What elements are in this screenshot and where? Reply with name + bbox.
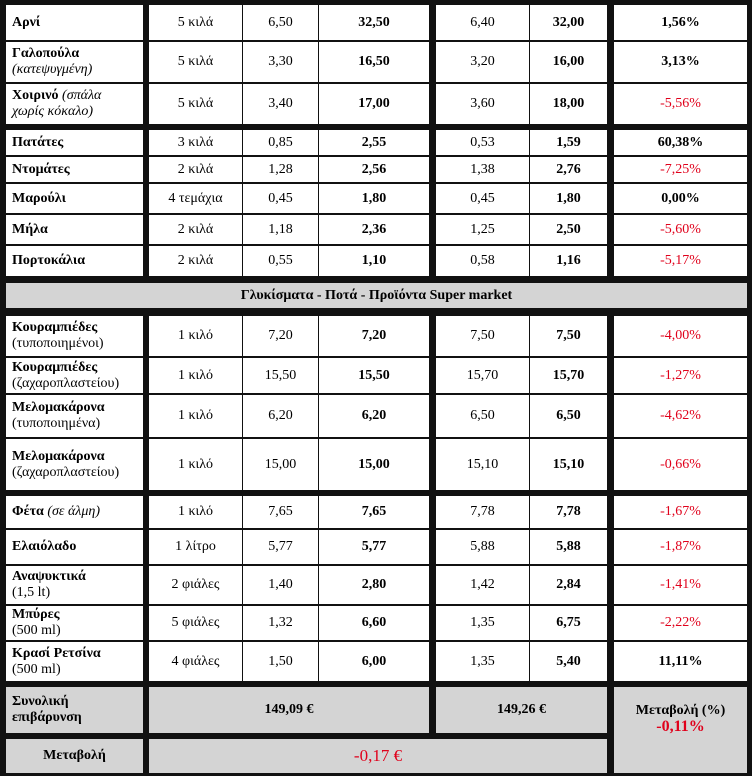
- price-prev-cell: [243, 5, 318, 40]
- item-name-cell: [6, 5, 143, 40]
- change-pct: 3,13%: [661, 54, 700, 69]
- qty-value: 5 κιλά: [177, 96, 214, 111]
- total-prev-cell: [319, 130, 429, 155]
- price-curr-cell: [436, 246, 529, 276]
- item-note: (κατεψυγμένη): [12, 62, 93, 77]
- change-pct-cell: [614, 42, 747, 82]
- item-sub-line: [12, 416, 100, 432]
- price-curr: 6,40: [470, 14, 495, 30]
- total-prev-cell: [319, 84, 429, 124]
- price-prev-cell: [243, 358, 318, 393]
- total-prev: 1,10: [361, 253, 387, 268]
- price-prev: 15,50: [264, 367, 297, 383]
- change-pct-cell: [614, 316, 747, 356]
- qty-value: 5 κιλά: [177, 54, 214, 69]
- total-curr: 1,59: [556, 134, 581, 150]
- price-prev-cell: [243, 246, 318, 276]
- price-curr-cell: [436, 566, 529, 604]
- price-prev: 1,40: [268, 577, 293, 592]
- total-curr: 6,75: [556, 615, 581, 630]
- total-prev: 32,50: [358, 14, 390, 30]
- price-curr: 7,50: [470, 328, 495, 343]
- item-name-line: [12, 504, 100, 520]
- price-prev: 7,65: [268, 504, 293, 519]
- total-prev: 1,80: [361, 190, 387, 206]
- change-pct: -2,22%: [660, 615, 701, 630]
- item-sub: (ζαχαροπλαστείου): [12, 375, 120, 391]
- change-pct: -1,27%: [660, 367, 701, 383]
- price-curr-cell: [436, 439, 529, 490]
- total-curr-cell: [530, 130, 607, 155]
- price-prev-cell: [243, 316, 318, 356]
- total-prev: 2,80: [361, 577, 387, 592]
- qty-cell: [149, 642, 242, 681]
- item-name-line: [12, 646, 101, 662]
- price-curr-cell: [436, 496, 529, 528]
- price-prev: 0,45: [268, 190, 293, 206]
- total-prev: 2,36: [361, 221, 387, 237]
- change-pct-cell: [614, 395, 747, 437]
- price-curr-cell: [436, 157, 529, 182]
- item-name-line: [12, 88, 101, 104]
- qty-cell: [149, 439, 242, 490]
- total-prev-cell: [319, 642, 429, 681]
- item-name: Ελαιόλαδο: [12, 539, 77, 554]
- change-pct: 1,56%: [661, 14, 700, 30]
- total-curr-cell: [530, 439, 607, 490]
- item-name: Πατάτες: [12, 134, 64, 150]
- diff-label-cell: [6, 739, 143, 773]
- total-prev: 16,50: [358, 54, 390, 69]
- change-pct-cell: [614, 215, 747, 244]
- item-name: Μελομακάρονα: [12, 400, 105, 415]
- total-prev: 15,00: [358, 456, 390, 472]
- change-pct: -5,56%: [660, 96, 701, 111]
- qty-cell: [149, 5, 242, 40]
- total-prev-cell: [319, 184, 429, 213]
- item-name-cell: [6, 642, 143, 681]
- price-curr-cell: [436, 642, 529, 681]
- qty-value: 5 φιάλες: [171, 615, 220, 630]
- item-name-cell: [6, 395, 143, 437]
- total-prev-cell: [319, 5, 429, 40]
- qty-value: 2 κιλά: [177, 161, 214, 177]
- total-prev: 6,00: [361, 653, 387, 669]
- diff-label: Μεταβολή: [43, 748, 106, 763]
- price-curr-cell: [436, 530, 529, 564]
- price-curr: 1,35: [470, 653, 495, 669]
- total-prev-sum-cell: [149, 687, 429, 733]
- total-curr-cell: [530, 606, 607, 640]
- item-name: Αρνί: [12, 14, 41, 30]
- item-name-cell: [6, 439, 143, 490]
- qty-cell: [149, 130, 242, 155]
- totals-label-2: επιβάρυνση: [12, 710, 82, 725]
- item-sub: (1,5 lt): [12, 585, 51, 600]
- price-prev: 1,32: [268, 615, 293, 630]
- item-note: (σπάλα: [58, 88, 102, 103]
- change-pct: -5,17%: [660, 253, 701, 268]
- total-curr-cell: [530, 566, 607, 604]
- price-prev-cell: [243, 130, 318, 155]
- totals-label-1: Συνολική: [12, 694, 69, 709]
- price-prev: 5,77: [268, 539, 293, 554]
- item-sub-line: [12, 376, 119, 392]
- total-prev-cell: [319, 530, 429, 564]
- price-curr: 3,60: [470, 96, 495, 111]
- total-prev-cell: [319, 246, 429, 276]
- totals-label-cell: [6, 687, 143, 733]
- total-prev-cell: [319, 496, 429, 528]
- qty-value: 1 κιλό: [177, 504, 214, 519]
- item-name: Χοιρινό: [12, 88, 59, 103]
- qty-value: 2 κιλά: [177, 221, 214, 237]
- total-prev: 2,56: [361, 161, 387, 177]
- change-pct-cell: [614, 130, 747, 155]
- item-name-cell: [6, 42, 143, 82]
- price-prev: 6,20: [268, 408, 293, 423]
- item-name-cell: [6, 246, 143, 276]
- item-name-line: [12, 46, 79, 62]
- total-curr-cell: [530, 530, 607, 564]
- price-prev-cell: [243, 157, 318, 182]
- total-curr: 15,70: [552, 367, 585, 383]
- total-prev: 6,20: [361, 408, 387, 423]
- item-note: (σε άλμη): [43, 504, 100, 519]
- total-prev: 2,55: [361, 134, 387, 150]
- price-prev: 1,18: [268, 221, 293, 237]
- price-prev-cell: [243, 395, 318, 437]
- total-curr-cell: [530, 5, 607, 40]
- item-sub: (τυποποιημένα): [12, 416, 101, 431]
- total-curr: 1,16: [556, 253, 581, 268]
- total-curr: 5,88: [556, 539, 581, 554]
- item-name-cell: [6, 606, 143, 640]
- total-curr: 7,50: [556, 328, 581, 343]
- total-curr: 32,00: [552, 14, 585, 30]
- change-pct: -5,60%: [660, 221, 701, 237]
- item-name-cell: [6, 566, 143, 604]
- item-name-line: [12, 449, 105, 465]
- total-prev: 5,77: [361, 539, 387, 554]
- price-prev-cell: [243, 84, 318, 124]
- qty-value: 2 κιλά: [177, 253, 214, 268]
- price-prev: 0,55: [268, 253, 293, 268]
- price-prev-cell: [243, 184, 318, 213]
- price-prev: 6,50: [268, 14, 293, 30]
- total-curr-cell: [530, 395, 607, 437]
- section-header-text: Γλυκίσματα - Ποτά - Προϊόντα Super market: [240, 287, 513, 303]
- qty-cell: [149, 316, 242, 356]
- change-pct-cell: [614, 84, 747, 124]
- item-name: Αναψυκτικά: [12, 569, 86, 584]
- total-curr-cell: [530, 42, 607, 82]
- item-name-line: [12, 320, 97, 336]
- price-prev-cell: [243, 642, 318, 681]
- item-name-line: [12, 222, 48, 238]
- qty-cell: [149, 84, 242, 124]
- change-pct-cell: [614, 184, 747, 213]
- price-prev: 0,85: [268, 134, 293, 150]
- item-sub-line: [12, 336, 104, 352]
- qty-cell: [149, 42, 242, 82]
- total-curr-cell: [530, 316, 607, 356]
- item-note-line: [12, 104, 93, 120]
- price-prev-cell: [243, 215, 318, 244]
- price-curr: 5,88: [470, 539, 495, 554]
- total-curr-cell: [530, 496, 607, 528]
- qty-cell: [149, 395, 242, 437]
- total-curr-sum-cell: [436, 687, 607, 733]
- total-prev: 15,50: [358, 367, 390, 383]
- price-curr-cell: [436, 130, 529, 155]
- item-name-cell: [6, 130, 143, 155]
- qty-cell: [149, 157, 242, 182]
- item-name-cell: [6, 358, 143, 393]
- price-prev-cell: [243, 439, 318, 490]
- total-curr-cell: [530, 246, 607, 276]
- total-curr-cell: [530, 215, 607, 244]
- item-name-line: [12, 360, 97, 376]
- item-name: Κουραμπιέδες: [12, 359, 98, 375]
- change-pct-cell: [614, 5, 747, 40]
- qty-value: 2 φιάλες: [171, 577, 220, 592]
- price-curr: 1,38: [470, 161, 495, 177]
- price-prev-cell: [243, 42, 318, 82]
- change-pct: -4,00%: [660, 328, 701, 343]
- qty-cell: [149, 530, 242, 564]
- price-curr-cell: [436, 316, 529, 356]
- total-curr: 5,40: [556, 653, 581, 669]
- total-curr: 6,50: [556, 408, 581, 423]
- price-curr: 0,45: [470, 190, 495, 206]
- change-pct: -1,41%: [660, 577, 701, 592]
- qty-value: 5 κιλά: [177, 14, 214, 30]
- total-prev: 17,00: [358, 96, 390, 111]
- change-pct-cell: [614, 358, 747, 393]
- price-curr: 15,10: [466, 456, 499, 472]
- total-curr: 18,00: [552, 96, 585, 111]
- total-prev-cell: [319, 215, 429, 244]
- price-curr: 7,78: [470, 504, 495, 519]
- change-pct: 11,11%: [658, 653, 703, 669]
- qty-value: 1 κιλό: [177, 367, 214, 383]
- item-name: Μπύρες: [12, 607, 60, 622]
- total-curr: 2,76: [556, 161, 581, 177]
- price-curr: 0,58: [470, 253, 495, 268]
- qty-value: 3 κιλά: [177, 134, 214, 150]
- price-curr-cell: [436, 184, 529, 213]
- item-name-line: [12, 569, 86, 585]
- item-name-cell: [6, 496, 143, 528]
- total-curr-cell: [530, 184, 607, 213]
- item-name-line: [12, 135, 63, 151]
- item-sub-line: [12, 662, 61, 678]
- item-name-line: [12, 191, 66, 207]
- item-name: Γαλοπούλα: [12, 46, 80, 61]
- item-sub: (ζαχαροπλαστείου): [12, 464, 120, 480]
- qty-cell: [149, 184, 242, 213]
- price-prev: 15,00: [264, 456, 297, 472]
- price-prev: 1,50: [268, 653, 293, 669]
- item-name-cell: [6, 184, 143, 213]
- total-curr: 16,00: [552, 54, 585, 69]
- item-note-cont: χωρίς κόκαλο): [12, 104, 94, 119]
- item-name-line: [12, 162, 70, 178]
- item-name-cell: [6, 316, 143, 356]
- item-name: Ντομάτες: [12, 161, 70, 177]
- price-curr-cell: [436, 606, 529, 640]
- item-sub-line: [12, 623, 61, 639]
- price-curr: 3,20: [470, 54, 495, 69]
- item-name-cell: [6, 157, 143, 182]
- change-pct-cell: [614, 246, 747, 276]
- total-prev-cell: [319, 316, 429, 356]
- price-curr-cell: [436, 5, 529, 40]
- price-curr: 1,42: [470, 577, 495, 592]
- total-curr: 15,10: [552, 456, 585, 472]
- change-pct: -0,66%: [660, 456, 701, 472]
- qty-cell: [149, 358, 242, 393]
- change-pct-cell: [614, 157, 747, 182]
- item-name-line: [12, 539, 76, 555]
- item-name: Μαρούλι: [12, 190, 67, 206]
- total-prev: 7,65: [361, 504, 387, 519]
- change-pct-cell: [614, 496, 747, 528]
- total-prev-cell: [319, 566, 429, 604]
- item-name: Κουραμπιέδες: [12, 320, 98, 335]
- change-pct-cell: [614, 566, 747, 604]
- price-curr-cell: [436, 395, 529, 437]
- item-sub-line: [12, 465, 119, 481]
- price-prev-cell: [243, 606, 318, 640]
- qty-cell: [149, 566, 242, 604]
- change-pct: 0,00%: [661, 190, 700, 206]
- total-curr-cell: [530, 358, 607, 393]
- total-change-cell: [614, 687, 747, 773]
- total-curr: 1,80: [556, 190, 581, 206]
- qty-value: 1 κιλό: [177, 408, 214, 423]
- price-prev-cell: [243, 566, 318, 604]
- total-change-label: Μεταβολή (%): [635, 703, 726, 718]
- item-name-cell: [6, 530, 143, 564]
- total-prev-cell: [319, 358, 429, 393]
- total-prev-cell: [319, 439, 429, 490]
- total-curr: 2,50: [556, 221, 581, 237]
- price-prev: 3,40: [268, 96, 293, 111]
- total-curr-cell: [530, 642, 607, 681]
- qty-value: 1 κιλό: [177, 328, 214, 343]
- item-note-line: [12, 62, 92, 78]
- price-curr-cell: [436, 215, 529, 244]
- item-name-line: [12, 607, 60, 623]
- total-curr-sum: 149,26 €: [497, 702, 546, 717]
- total-prev-cell: [319, 42, 429, 82]
- item-sub: (τυποποιημένοι): [12, 336, 104, 351]
- item-sub: (500 ml): [12, 623, 61, 638]
- total-curr-cell: [530, 157, 607, 182]
- price-curr: 6,50: [470, 408, 495, 423]
- total-curr-cell: [530, 84, 607, 124]
- total-prev-cell: [319, 157, 429, 182]
- qty-value: 4 φιάλες: [171, 653, 220, 669]
- price-curr-cell: [436, 358, 529, 393]
- price-curr-cell: [436, 42, 529, 82]
- total-prev-cell: [319, 395, 429, 437]
- total-prev-sum: 149,09 €: [264, 702, 314, 717]
- total-curr: 2,84: [556, 577, 581, 592]
- qty-value: 1 κιλό: [177, 456, 214, 472]
- change-pct-cell: [614, 439, 747, 490]
- price-curr: 15,70: [466, 367, 499, 383]
- price-curr-cell: [436, 84, 529, 124]
- item-sub: (500 ml): [12, 661, 61, 677]
- change-pct-cell: [614, 642, 747, 681]
- item-name-line: [12, 15, 40, 31]
- price-prev: 1,28: [268, 161, 293, 177]
- change-pct: -4,62%: [660, 408, 701, 423]
- total-prev: 6,60: [361, 615, 387, 630]
- item-name: Μήλα: [12, 221, 48, 237]
- qty-cell: [149, 496, 242, 528]
- qty-cell: [149, 246, 242, 276]
- item-name-cell: [6, 215, 143, 244]
- item-name-line: [12, 253, 85, 269]
- item-name: Κρασί Ρετσίνα: [12, 645, 101, 661]
- item-name-line: [12, 400, 105, 416]
- diff-value-cell: [149, 739, 607, 773]
- total-curr: 7,78: [556, 504, 581, 519]
- change-pct-cell: [614, 530, 747, 564]
- price-curr: 1,25: [470, 221, 495, 237]
- change-pct: -7,25%: [660, 161, 701, 177]
- total-prev: 7,20: [361, 328, 387, 343]
- price-prev: 3,30: [268, 54, 293, 69]
- qty-cell: [149, 215, 242, 244]
- price-prev-cell: [243, 530, 318, 564]
- qty-cell: [149, 606, 242, 640]
- item-name-cell: [6, 84, 143, 124]
- price-curr: 1,35: [470, 615, 495, 630]
- total-change-pct: -0,11%: [656, 718, 705, 735]
- qty-value: 4 τεμάχια: [168, 190, 223, 206]
- price-prev: 7,20: [268, 328, 293, 343]
- diff-value: -0,17 €: [353, 746, 403, 765]
- change-pct: -1,87%: [660, 539, 701, 554]
- change-pct-cell: [614, 606, 747, 640]
- section-header: [6, 283, 747, 308]
- price-prev-cell: [243, 496, 318, 528]
- change-pct: -1,67%: [660, 504, 701, 519]
- total-prev-cell: [319, 606, 429, 640]
- item-sub-line: [12, 585, 50, 601]
- item-name: Φέτα: [12, 504, 44, 519]
- qty-value: 1 λίτρο: [175, 539, 216, 554]
- change-pct: 60,38%: [657, 134, 704, 150]
- item-name: Πορτοκάλια: [12, 253, 86, 268]
- price-curr: 0,53: [470, 134, 495, 150]
- item-name: Μελομακάρονα: [12, 448, 105, 464]
